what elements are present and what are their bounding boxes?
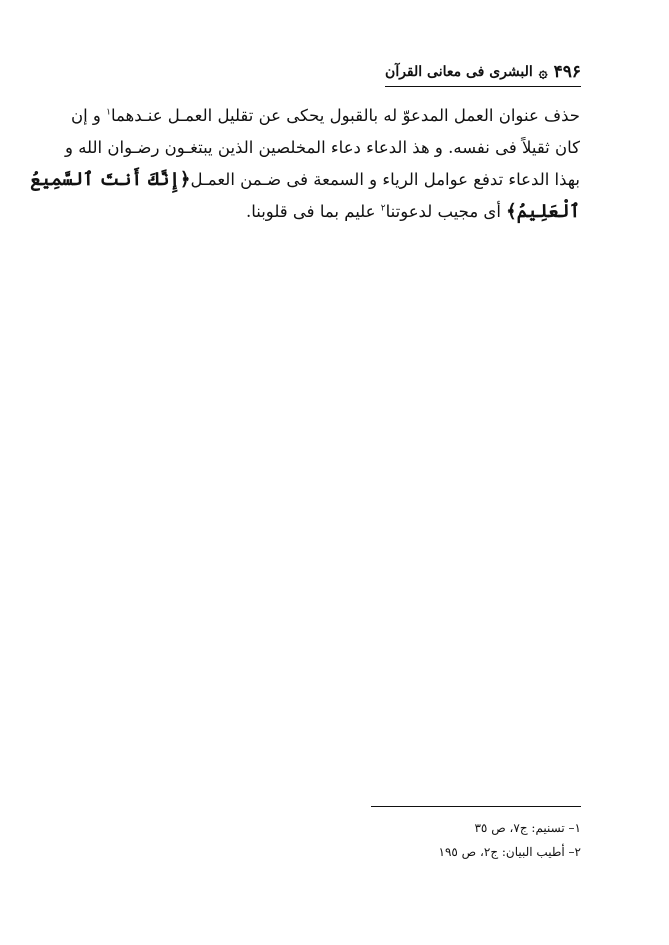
body-line-3-text: بهذا الدعاء تدفع عوامل الریاء و السمعة فی ضـمن العمـل [190,170,580,189]
body-line-1-text: حذف عنوان العمل المدعوّ له بالقبول یحکی عن تقلیل العمـل عنـدهما [110,106,580,125]
footnote-1: ١– تسنیم: ج٧، ص ٣٥ [474,821,581,835]
header-rule [385,86,581,87]
footnote-ref-1[interactable]: ١ [106,107,111,118]
flower-ornament-icon: ۞ [538,62,548,81]
footnote-ref-2[interactable]: ٢ [380,203,386,214]
footnote-2: ٢– أطیب البیان: ج٢، ص ١٩٥ [438,845,581,859]
footnote-rule [371,806,581,807]
body-line-4-text: أی مجیب لدعوتنا [385,202,501,221]
quran-verse-start: ﴿إِنَّكَ أَنتَ ٱلسَّمِيعُ [30,169,191,190]
book-title: البشری فی معانی القرآن [385,64,533,80]
body-line-1-tail: و إن [70,106,101,125]
page-number: ۴۹۶ [553,62,581,82]
footnotes [371,816,581,864]
body-line-1 [70,100,580,132]
quran-verse-end: ٱلْعَلِيمُ﴾ [506,201,580,222]
running-header [385,60,581,84]
body-line-2: کان ثقیلاً فی نفسه. و هذ الدعاء دعاء المخلصین الذین یبتغـون رضـوان الله و [65,138,580,157]
body-paragraph [30,100,580,228]
body-line-3 [30,164,580,196]
body-line-4-tail: علیم بما فی قلوبنا. [245,202,376,221]
body-line-4 [78,196,580,228]
